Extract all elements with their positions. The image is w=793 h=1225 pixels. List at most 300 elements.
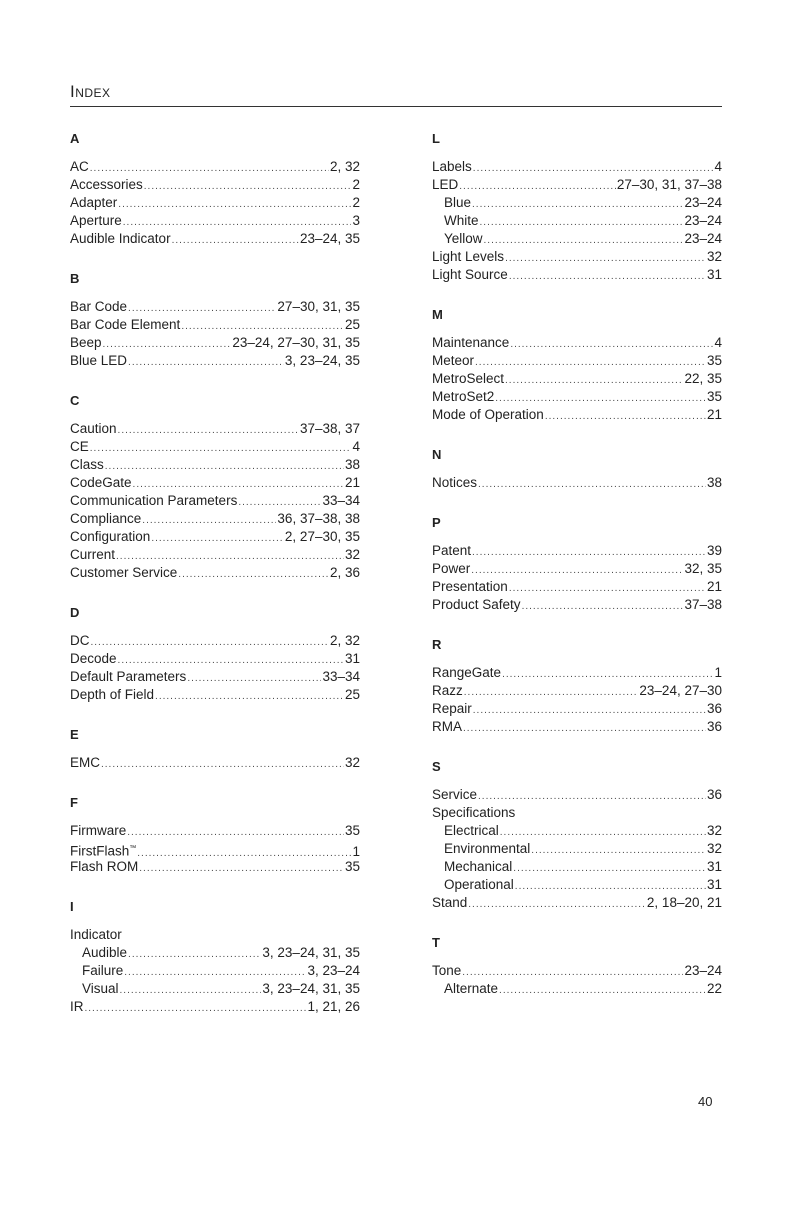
entry-pages: 36, 37–38, 38	[277, 511, 360, 526]
entry-term-text: Operational	[444, 877, 514, 892]
index-entry	[432, 542, 722, 560]
entry-pages: 32	[706, 841, 722, 856]
index-entry	[432, 388, 722, 406]
index-entry	[70, 980, 360, 998]
entry-pages: 35	[706, 389, 722, 404]
entry-term	[432, 682, 463, 700]
entry-term	[70, 456, 104, 474]
entry-pages: 37–38	[684, 597, 722, 612]
entry-term-text: Bar Code Element	[70, 317, 181, 332]
dot-leader	[118, 196, 351, 212]
page-title: Index	[70, 82, 111, 101]
dot-leader	[509, 580, 706, 596]
dot-leader	[85, 1000, 307, 1016]
index-entry	[70, 926, 360, 944]
entry-term	[82, 980, 119, 998]
entry-term	[432, 786, 477, 804]
entry-term	[70, 546, 115, 564]
entry-term-text: Meteor	[432, 353, 475, 368]
entry-pages: 36	[706, 787, 722, 802]
entry-pages: 3, 23–24, 31, 35	[262, 945, 360, 960]
dot-leader	[118, 652, 344, 668]
entry-term-text: Power	[432, 561, 471, 576]
dot-leader	[133, 476, 344, 492]
entry-term-text: Specifications	[432, 805, 516, 820]
index-entry	[432, 248, 722, 266]
index-entry	[432, 980, 722, 998]
entry-term-text: Customer Service	[70, 565, 178, 580]
entry-term	[70, 632, 90, 650]
entry-term-text: Configuration	[70, 529, 151, 544]
entry-pages: 4	[352, 439, 360, 454]
section-letter: M	[432, 307, 443, 322]
dot-leader	[128, 354, 284, 370]
dot-leader	[142, 512, 276, 528]
entry-term-text: Repair	[432, 701, 472, 716]
entry-pages: 2, 36	[329, 565, 360, 580]
dot-leader	[463, 720, 706, 736]
entry-term-text: Communication Parameters	[70, 493, 238, 508]
entry-term	[444, 822, 499, 840]
dot-leader	[473, 160, 714, 176]
dot-leader	[105, 458, 344, 474]
dot-leader	[510, 336, 713, 352]
entry-term	[70, 510, 141, 528]
entry-pages: 31	[344, 651, 360, 666]
entry-term	[432, 248, 504, 266]
entry-term	[70, 686, 154, 704]
index-entry	[70, 194, 360, 212]
dot-leader	[515, 878, 706, 894]
section-letter: N	[432, 447, 442, 462]
index-entry	[70, 546, 360, 564]
entry-term-text: Current	[70, 547, 116, 562]
index-section-d	[70, 604, 360, 704]
entry-pages: 31	[706, 877, 722, 892]
index-entry	[70, 176, 360, 194]
dot-leader	[181, 318, 344, 334]
entry-pages: 32	[706, 823, 722, 838]
dot-leader	[101, 756, 344, 772]
entry-pages: 32	[706, 249, 722, 264]
index-entry	[432, 474, 722, 492]
section-letter: S	[432, 759, 441, 774]
entry-term-text: Labels	[432, 159, 472, 174]
entry-pages: 33–34	[322, 493, 360, 508]
entry-pages: 3, 23–24	[307, 963, 360, 978]
entry-term-text: Patent	[432, 543, 472, 558]
dot-leader	[172, 232, 299, 248]
dot-leader	[545, 408, 706, 424]
entry-term	[432, 700, 472, 718]
entry-pages: 36	[706, 701, 722, 716]
index-entry	[432, 700, 722, 718]
dot-leader	[116, 548, 344, 564]
entry-term	[432, 578, 508, 596]
dot-leader	[120, 982, 262, 998]
entry-term	[432, 176, 458, 194]
entry-term	[70, 420, 117, 438]
entry-term-text: Maintenance	[432, 335, 510, 350]
entry-pages: 27–30, 31, 37–38	[616, 177, 722, 192]
index-column-right	[432, 130, 722, 1020]
entry-term-text: Razz	[432, 683, 463, 698]
index-entry	[70, 822, 360, 840]
index-entry	[70, 510, 360, 528]
entry-term-text: Stand	[432, 895, 468, 910]
entry-term-text: Notices	[432, 475, 478, 490]
section-letter: E	[70, 727, 79, 742]
entry-term	[70, 474, 132, 492]
index-entry	[432, 962, 722, 980]
entry-pages: 2, 27–30, 35	[284, 529, 360, 544]
entry-pages: 2, 32	[329, 159, 360, 174]
entry-term-text: Caution	[70, 421, 117, 436]
index-entry	[432, 352, 722, 370]
entry-term	[432, 406, 544, 424]
dot-leader	[103, 336, 232, 352]
entry-term-text: Electrical	[444, 823, 499, 838]
entry-term	[70, 998, 84, 1016]
entry-pages: 3, 23–24, 31, 35	[262, 981, 360, 996]
index-section-a	[70, 130, 360, 248]
entry-pages: 23–24, 27–30	[639, 683, 722, 698]
dot-leader	[478, 788, 706, 804]
entry-pages: 36	[706, 719, 722, 734]
entry-pages: 31	[706, 267, 722, 282]
entry-term	[432, 334, 509, 352]
dot-leader	[128, 300, 276, 316]
entry-pages: 21	[706, 579, 722, 594]
dot-leader	[124, 964, 306, 980]
entry-term-text: Visual	[82, 981, 119, 996]
index-entry	[432, 858, 722, 876]
entry-term-text: Default Parameters	[70, 669, 187, 684]
dot-leader	[478, 476, 706, 492]
entry-term-text: Compliance	[70, 511, 142, 526]
section-letter: D	[70, 605, 80, 620]
index-entry	[70, 858, 360, 876]
index-entry	[70, 998, 360, 1016]
entry-term-text: Alternate	[444, 981, 499, 996]
dot-leader	[495, 390, 706, 406]
dot-leader	[505, 372, 683, 388]
dot-leader	[531, 842, 706, 858]
section-letter: L	[432, 131, 440, 146]
entry-term-text: Mechanical	[444, 859, 513, 874]
section-letter: B	[70, 271, 80, 286]
entry-term-text: Flash ROM	[70, 859, 139, 874]
dot-leader	[90, 440, 352, 456]
index-entry	[70, 492, 360, 510]
entry-pages: 22, 35	[684, 371, 722, 386]
entry-pages: 23–24	[684, 195, 722, 210]
entry-term-text: EMC	[70, 755, 100, 770]
entry-term	[70, 212, 122, 230]
entry-term-text: Product Safety	[432, 597, 521, 612]
entry-term-text: Decode	[70, 651, 117, 666]
entry-term-text: Audible	[82, 945, 128, 960]
entry-term-text: Aperture	[70, 213, 122, 228]
entry-term-text: Failure	[82, 963, 124, 978]
index-entry	[70, 944, 360, 962]
index-entry	[432, 596, 722, 614]
entry-term-text: White	[444, 213, 479, 228]
entry-term	[432, 894, 467, 912]
entry-term	[70, 564, 177, 582]
entry-term	[70, 668, 186, 686]
index-entry	[432, 212, 722, 230]
entry-term	[432, 388, 494, 406]
index-section-i	[70, 898, 360, 1016]
trademark-mark: ™	[129, 845, 137, 852]
entry-term-text: LED	[432, 177, 459, 192]
entry-term-text: MetroSelect	[432, 371, 505, 386]
index-section-n	[432, 446, 722, 492]
entry-term	[70, 822, 126, 840]
entry-term-text: Presentation	[432, 579, 508, 594]
entry-term	[70, 230, 171, 248]
index-entry	[432, 578, 722, 596]
entry-term	[70, 858, 138, 876]
entry-pages: 35	[344, 823, 360, 838]
entry-term-text: Accessories	[70, 177, 143, 192]
entry-pages: 23–24, 35	[299, 231, 360, 246]
entry-term-text: RMA	[432, 719, 462, 734]
entry-pages: 3, 23–24, 35	[284, 353, 360, 368]
entry-term-text: Mode of Operation	[432, 407, 544, 422]
entry-term-text: Light Source	[432, 267, 508, 282]
entry-term-text: IR	[70, 999, 84, 1014]
index-section-m	[432, 306, 722, 424]
entry-pages: 2, 32	[329, 633, 360, 648]
dot-leader	[509, 268, 706, 284]
index-entry	[432, 682, 722, 700]
entry-term-text: AC	[70, 159, 89, 174]
entry-pages: 1	[714, 665, 722, 680]
index-entry	[70, 528, 360, 546]
index-entry	[432, 266, 722, 284]
entry-term	[444, 876, 514, 894]
dot-leader	[472, 544, 706, 560]
section-letter: A	[70, 131, 80, 146]
index-section-l	[432, 130, 722, 284]
section-letter: R	[432, 637, 442, 652]
entry-term	[444, 980, 498, 998]
entry-term	[70, 176, 143, 194]
entry-term-text: CE	[70, 439, 89, 454]
entry-pages: 38	[706, 475, 722, 490]
entry-pages: 39	[706, 543, 722, 558]
dot-leader	[468, 896, 646, 912]
entry-term-text: DC	[70, 633, 90, 648]
entry-pages: 22	[706, 981, 722, 996]
index-entry	[70, 564, 360, 582]
entry-term	[444, 230, 483, 248]
entry-term	[432, 560, 470, 578]
entry-pages: 25	[344, 317, 360, 332]
entry-term	[432, 664, 501, 682]
index-entry	[432, 230, 722, 248]
entry-pages: 32	[344, 755, 360, 770]
entry-pages: 2	[352, 195, 360, 210]
entry-pages: 35	[706, 353, 722, 368]
entry-term	[444, 840, 530, 858]
dot-leader	[484, 232, 684, 248]
index-entry	[70, 686, 360, 704]
dot-leader	[118, 422, 299, 438]
dot-leader	[464, 684, 639, 700]
index-entry	[70, 316, 360, 334]
index-entry	[432, 822, 722, 840]
section-letter: T	[432, 935, 440, 950]
section-letter: P	[432, 515, 441, 530]
entry-pages: 3	[352, 213, 360, 228]
entry-term-text: Bar Code	[70, 299, 128, 314]
entry-pages: 33–34	[322, 669, 360, 684]
dot-leader	[499, 982, 706, 998]
index-entry	[70, 840, 360, 858]
entry-pages: 4	[714, 335, 722, 350]
dot-leader	[500, 824, 706, 840]
entry-term-text: Environmental	[444, 841, 531, 856]
entry-term	[432, 542, 471, 560]
entry-term-text: FirstFlash	[70, 843, 130, 858]
dot-leader	[522, 598, 684, 614]
entry-term	[70, 650, 117, 668]
entry-term-text: RangeGate	[432, 665, 502, 680]
index-entry	[432, 560, 722, 578]
entry-term-text: Tone	[432, 963, 462, 978]
index-section-p	[432, 514, 722, 614]
entry-term-text: Class	[70, 457, 104, 472]
entry-pages: 35	[344, 859, 360, 874]
dot-leader	[459, 178, 616, 194]
entry-pages: 1, 21, 26	[307, 999, 360, 1014]
index-entry	[70, 632, 360, 650]
entry-pages: 32, 35	[684, 561, 722, 576]
entry-pages: 32	[344, 547, 360, 562]
entry-term	[82, 944, 127, 962]
entry-term-text: Firmware	[70, 823, 127, 838]
entry-term	[70, 158, 89, 176]
index-entry	[70, 962, 360, 980]
entry-term-text: MetroSet2	[432, 389, 495, 404]
entry-term	[432, 352, 474, 370]
index-entry	[70, 212, 360, 230]
entry-term	[432, 266, 508, 284]
entry-term-text: Yellow	[444, 231, 483, 246]
entry-term	[70, 438, 89, 456]
index-section-c	[70, 392, 360, 582]
entry-pages: 27–30, 31, 35	[277, 299, 360, 314]
index-entry	[70, 668, 360, 686]
index-entry	[432, 370, 722, 388]
entry-term-text: Beep	[70, 335, 102, 350]
index-entry	[70, 438, 360, 456]
entry-term	[432, 718, 462, 736]
index-entry	[70, 352, 360, 370]
index-entry	[432, 334, 722, 352]
dot-leader	[151, 530, 284, 546]
index-entry	[70, 754, 360, 772]
index-entry	[432, 804, 722, 822]
index-entry	[432, 718, 722, 736]
entry-term-text: Light Levels	[432, 249, 505, 264]
entry-term	[70, 298, 127, 316]
dot-leader	[127, 824, 344, 840]
entry-pages: 4	[714, 159, 722, 174]
section-letter: C	[70, 393, 80, 408]
entry-term	[444, 194, 471, 212]
entry-term	[444, 858, 512, 876]
index-entry	[432, 664, 722, 682]
index-entry	[70, 298, 360, 316]
entry-term	[70, 840, 136, 858]
dot-leader	[462, 964, 683, 980]
entry-term-text: CodeGate	[70, 475, 132, 490]
index-entry	[70, 334, 360, 352]
entry-term	[444, 212, 479, 230]
dot-leader	[505, 250, 706, 266]
entry-pages: 2, 18–20, 21	[646, 895, 722, 910]
index-section-t	[432, 934, 722, 998]
dot-leader	[128, 946, 261, 962]
entry-pages: 23–24	[684, 963, 722, 978]
entry-term	[432, 962, 461, 980]
entry-term-text: Blue LED	[70, 353, 128, 368]
dot-leader	[139, 860, 344, 876]
entry-term	[432, 474, 477, 492]
dot-leader	[144, 178, 352, 194]
entry-pages: 21	[344, 475, 360, 490]
entry-term	[432, 158, 472, 176]
entry-term	[70, 194, 117, 212]
entry-pages: 2	[352, 177, 360, 192]
dot-leader	[155, 688, 344, 704]
index-entry	[70, 650, 360, 668]
entry-term-text: Blue	[444, 195, 472, 210]
dot-leader	[90, 160, 329, 176]
dot-leader	[513, 860, 706, 876]
index-entry	[70, 474, 360, 492]
index-section-e	[70, 726, 360, 772]
entry-term	[70, 528, 150, 546]
dot-leader	[480, 214, 684, 230]
entry-term	[70, 352, 127, 370]
entry-term-text: Indicator	[70, 927, 122, 942]
entry-term-text: Service	[432, 787, 478, 802]
entry-term-text: Depth of Field	[70, 687, 155, 702]
index-entry	[70, 230, 360, 248]
entry-pages: 25	[344, 687, 360, 702]
entry-pages: 31	[706, 859, 722, 874]
entry-term	[70, 754, 100, 772]
dot-leader	[187, 670, 321, 686]
index-column-left	[70, 130, 360, 1038]
entry-pages: 37–38, 37	[299, 421, 360, 436]
entry-term	[432, 804, 515, 822]
dot-leader	[471, 562, 683, 578]
entry-pages: 38	[344, 457, 360, 472]
section-letter: F	[70, 795, 78, 810]
index-entry	[432, 876, 722, 894]
index-entry	[70, 456, 360, 474]
entry-term-text: Adapter	[70, 195, 118, 210]
dot-leader	[475, 354, 706, 370]
entry-term	[70, 316, 180, 334]
dot-leader	[123, 214, 352, 230]
